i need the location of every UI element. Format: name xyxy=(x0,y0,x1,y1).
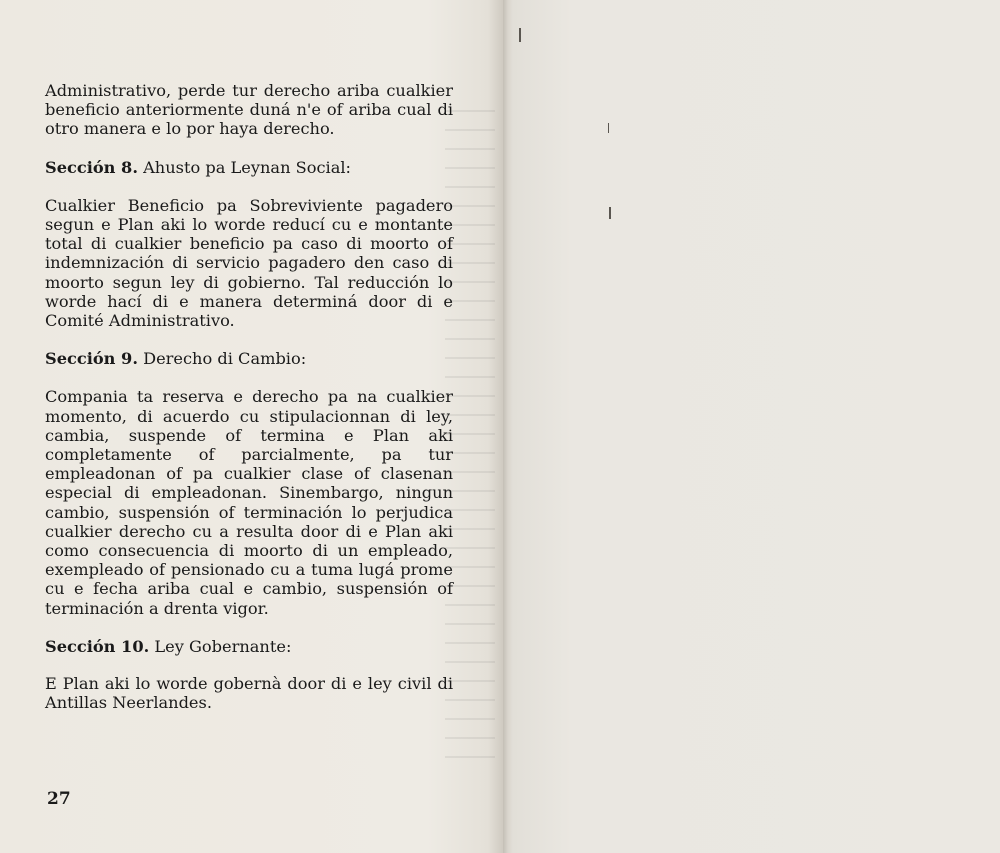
speck-mark xyxy=(609,207,611,219)
section-8-heading xyxy=(45,158,453,177)
section-10-title: Ley Gobernante: xyxy=(154,636,292,656)
section-9-body: Compania ta reserva e derecho pa na cualkier momento, di acuerdo cu stipulacionnan di ley, cambia, suspende of termina e Plan aki completamente of parcialmente, pa tur empleadonan of pa cualkier clase of clasenan especial di empleadonan. Sinembargo, ningun cambio, suspensión of terminación lo perjudica cualkier derecho cu a resulta door di e Plan aki como consecuencia di moorto di un empleado, exempleado of pensionado cu a tuma lugá prome cu e fecha ariba cual e cambio, suspensión of terminación a drenta vigor. xyxy=(45,387,453,618)
book-gutter xyxy=(503,0,513,853)
section-10-label: Sección 10. xyxy=(45,636,150,656)
page-number: 27 xyxy=(47,789,71,809)
opening-paragraph: Administrativo, perde tur derecho ariba cualkier beneficio anteriormente duná n'e of ariba cual di otro manera e lo por haya derecho. xyxy=(45,81,453,139)
speck-mark xyxy=(519,28,521,42)
section-8-title: Ahusto pa Leynan Social: xyxy=(143,157,351,177)
section-10-body: E Plan aki lo worde gobernà door di e ley civil di Antillas Neerlandes. xyxy=(45,674,453,713)
section-9-heading xyxy=(45,349,453,368)
page-text xyxy=(45,81,453,712)
right-page-blank xyxy=(513,0,1000,853)
section-8-label: Sección 8. xyxy=(45,157,138,177)
section-10-heading xyxy=(45,637,453,656)
section-9-title: Derecho di Cambio: xyxy=(143,349,307,369)
section-8-body: Cualkier Beneficio pa Sobreviviente pagadero segun e Plan aki lo worde reducí cu e montante total di cualkier beneficio pa caso di moorto of indemnización di servicio pagadero den caso di moorto segun ley di gobierno. Tal reducción lo worde hací di e manera determiná door di e Comité Administrativo. xyxy=(45,195,453,331)
speck-mark xyxy=(608,123,609,133)
section-9-label: Sección 9. xyxy=(45,349,138,369)
